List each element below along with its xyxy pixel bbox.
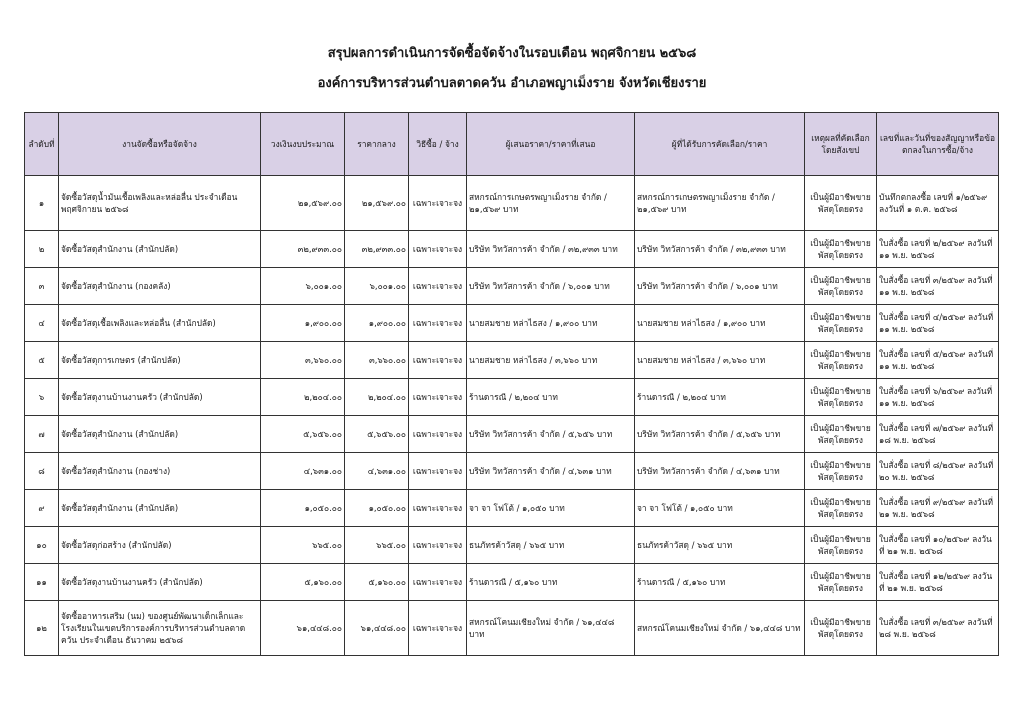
row-method: เฉพาะเจาะจง — [409, 490, 467, 527]
row-item: จัดซื้อวัสดุงานบ้านงานครัว (สำนักปลัด) — [59, 379, 261, 416]
row-item: จัดซื้อวัสดุสำนักงาน (สำนักปลัด) — [59, 490, 261, 527]
row-contract: ใบสั่งซื้อ เลขที่ ๑๒/๒๕๖๙ ลงวันที่ ๒๑ พ.ย. ๒๕๖๘ — [877, 564, 999, 601]
row-budget: ๓๒,๙๓๓.๐๐ — [261, 231, 345, 268]
row-bidder: บริษัท วิทวัสการค้า จำกัด / ๖,๐๐๑ บาท — [467, 268, 635, 305]
row-reason: เป็นผู้มีอาชีพขายพัสดุโดยตรง — [805, 416, 877, 453]
row-selected: นายสมชาย หล่าไธสง / ๑,๙๐๐ บาท — [635, 305, 805, 342]
row-bidder: นายสมชาย หล่าไธสง / ๓,๖๖๐ บาท — [467, 342, 635, 379]
row-reason: เป็นผู้มีอาชีพขายพัสดุโดยตรง — [805, 490, 877, 527]
row-selected: สหกรณ์การเกษตรพญาเม็งราย จำกัด / ๒๑,๕๖๙ บาท — [635, 176, 805, 231]
row-method: เฉพาะเจาะจง — [409, 342, 467, 379]
document-title: สรุปผลการดำเนินการจัดซื้อจัดจ้างในรอบเดือน พฤศจิกายน ๒๕๖๘ — [327, 46, 697, 61]
table-row — [25, 490, 999, 527]
row-selected: สหกรณ์โคนมเชียงใหม่ จำกัด / ๖๑,๔๔๘ บาท — [635, 601, 805, 656]
row-no: ๘ — [25, 453, 59, 490]
row-reason: เป็นผู้มีอาชีพขายพัสดุโดยตรง — [805, 231, 877, 268]
row-bidder: ธนภัทรค้าวัสดุ / ๖๖๕ บาท — [467, 527, 635, 564]
header-budget: วงเงินงบประมาณ — [261, 113, 345, 176]
row-no: ๙ — [25, 490, 59, 527]
row-selected: นายสมชาย หล่าไธสง / ๓,๖๖๐ บาท — [635, 342, 805, 379]
row-contract: ใบสั่งซื้อ เลขที่ ๘/๒๕๖๙ ลงวันที่ ๒๐ พ.ย. ๒๕๖๘ — [877, 453, 999, 490]
table-row — [25, 453, 999, 490]
table-row — [25, 527, 999, 564]
row-selected: ธนภัทรค้าวัสดุ / ๖๖๕ บาท — [635, 527, 805, 564]
row-budget: ๑,๐๕๐.๐๐ — [261, 490, 345, 527]
row-bidder: จา จา โฟโต้ / ๑,๐๕๐ บาท — [467, 490, 635, 527]
row-no: ๗ — [25, 416, 59, 453]
row-bidder: บริษัท วิทวัสการค้า จำกัด / ๕,๖๕๖ บาท — [467, 416, 635, 453]
row-method: เฉพาะเจาะจง — [409, 231, 467, 268]
row-reason: เป็นผู้มีอาชีพขายพัสดุโดยตรง — [805, 305, 877, 342]
row-contract: ใบสั่งซื้อ เลขที่ ๙/๒๕๖๙ ลงวันที่ ๒๑ พ.ย. ๒๕๖๘ — [877, 490, 999, 527]
row-budget: ๖๑,๔๔๘.๐๐ — [261, 601, 345, 656]
procurement-summary-table — [24, 112, 999, 656]
row-selected: ร้านดารณี / ๕,๑๖๐ บาท — [635, 564, 805, 601]
table-row — [25, 601, 999, 656]
row-median-price: ๔,๖๓๑.๐๐ — [345, 453, 409, 490]
row-reason: เป็นผู้มีอาชีพขายพัสดุโดยตรง — [805, 453, 877, 490]
row-method: เฉพาะเจาะจง — [409, 416, 467, 453]
row-contract: ใบสั่งซื้อ เลขที่ ๕/๒๕๖๙ ลงวันที่ ๑๑ พ.ย. ๒๕๖๘ — [877, 342, 999, 379]
header-bidder: ผู้เสนอราคา/ราคาที่เสนอ — [467, 113, 635, 176]
row-no: ๑๒ — [25, 601, 59, 656]
row-budget: ๓,๖๖๐.๐๐ — [261, 342, 345, 379]
table-row — [25, 231, 999, 268]
row-item: จัดซื้อวัสดุเชื้อเพลิงและหล่อลื่น (สำนักปลัด) — [59, 305, 261, 342]
table-row — [25, 305, 999, 342]
table-row — [25, 416, 999, 453]
header-no: ลำดับที่ — [25, 113, 59, 176]
header-reason: เหตุผลที่คัดเลือกโดยสังเขป — [805, 113, 877, 176]
row-bidder: ร้านดารณี / ๒,๒๐๔ บาท — [467, 379, 635, 416]
row-budget: ๕,๑๖๐.๐๐ — [261, 564, 345, 601]
row-reason: เป็นผู้มีอาชีพขายพัสดุโดยตรง — [805, 342, 877, 379]
row-reason: เป็นผู้มีอาชีพขายพัสดุโดยตรง — [805, 601, 877, 656]
row-budget: ๕,๖๕๖.๐๐ — [261, 416, 345, 453]
row-method: เฉพาะเจาะจง — [409, 564, 467, 601]
row-reason: เป็นผู้มีอาชีพขายพัสดุโดยตรง — [805, 268, 877, 305]
row-budget: ๑,๙๐๐.๐๐ — [261, 305, 345, 342]
row-no: ๖ — [25, 379, 59, 416]
row-method: เฉพาะเจาะจง — [409, 305, 467, 342]
header-item: งานจัดซื้อหรือจัดจ้าง — [59, 113, 261, 176]
row-median-price: ๖,๐๐๑.๐๐ — [345, 268, 409, 305]
row-contract: ใบสั่งซื้อ เลขที่ ๓/๒๕๖๙ ลงวันที่ ๒๘ พ.ย. ๒๕๖๘ — [877, 601, 999, 656]
row-reason: เป็นผู้มีอาชีพขายพัสดุโดยตรง — [805, 527, 877, 564]
row-median-price: ๒๑,๕๖๙.๐๐ — [345, 176, 409, 231]
row-budget: ๒,๒๐๔.๐๐ — [261, 379, 345, 416]
row-method: เฉพาะเจาะจง — [409, 176, 467, 231]
row-median-price: ๖๖๕.๐๐ — [345, 527, 409, 564]
row-method: เฉพาะเจาะจง — [409, 601, 467, 656]
table-header-row — [25, 113, 999, 176]
row-reason: เป็นผู้มีอาชีพขายพัสดุโดยตรง — [805, 379, 877, 416]
row-bidder: ร้านดารณี / ๕,๑๖๐ บาท — [467, 564, 635, 601]
row-bidder: สหกรณ์การเกษตรพญาเม็งราย จำกัด / ๒๑,๕๖๙ บาท — [467, 176, 635, 231]
row-median-price: ๑,๙๐๐.๐๐ — [345, 305, 409, 342]
row-item: จัดซื้อวัสดุสำนักงาน (สำนักปลัด) — [59, 231, 261, 268]
row-contract: ใบสั่งซื้อ เลขที่ ๒/๒๕๖๙ ลงวันที่ ๑๑ พ.ย. ๒๕๖๘ — [877, 231, 999, 268]
row-no: ๕ — [25, 342, 59, 379]
row-budget: ๔,๖๓๑.๐๐ — [261, 453, 345, 490]
row-contract: ใบสั่งซื้อ เลขที่ ๔/๒๕๖๙ ลงวันที่ ๑๑ พ.ย. ๒๕๖๘ — [877, 305, 999, 342]
header-method: วิธีซื้อ / จ้าง — [409, 113, 467, 176]
row-bidder: สหกรณ์โคนมเชียงใหม่ จำกัด / ๖๑,๔๔๘ บาท — [467, 601, 635, 656]
row-item: จัดซื้อวัสดุการเกษตร (สำนักปลัด) — [59, 342, 261, 379]
row-selected: บริษัท วิทวัสการค้า จำกัด / ๕,๖๕๖ บาท — [635, 416, 805, 453]
row-no: ๓ — [25, 268, 59, 305]
row-no: ๑๐ — [25, 527, 59, 564]
row-budget: ๖๖๕.๐๐ — [261, 527, 345, 564]
row-median-price: ๕,๖๕๖.๐๐ — [345, 416, 409, 453]
row-median-price: ๓๒,๙๓๓.๐๐ — [345, 231, 409, 268]
row-contract: บันทึกตกลงซื้อ เลขที่ ๑/๒๕๖๙ ลงวันที่ ๑ ต.ค. ๒๕๖๘ — [877, 176, 999, 231]
row-budget: ๖,๐๐๑.๐๐ — [261, 268, 345, 305]
row-median-price: ๕,๑๖๐.๐๐ — [345, 564, 409, 601]
row-median-price: ๖๑,๔๔๘.๐๐ — [345, 601, 409, 656]
row-bidder: บริษัท วิทวัสการค้า จำกัด / ๓๒,๙๓๓ บาท — [467, 231, 635, 268]
row-median-price: ๑,๐๕๐.๐๐ — [345, 490, 409, 527]
document-subtitle: องค์การบริหารส่วนตำบลตาดควัน อำเภอพญาเม็งราย จังหวัดเชียงราย — [317, 76, 707, 91]
row-median-price: ๒,๒๐๔.๐๐ — [345, 379, 409, 416]
header-median-price: ราคากลาง — [345, 113, 409, 176]
row-item: จัดซื้อวัสดุสำนักงาน (กองช่าง) — [59, 453, 261, 490]
row-item: จัดซื้ออาหารเสริม (นม) ของศูนย์พัฒนาเด็กเล็กและโรงเรียนในเขตบริการองค์การบริหารส่วนตำบลตาดควัน ประจำเดือน ธันวาคม ๒๕๖๘ — [59, 601, 261, 656]
table-row — [25, 379, 999, 416]
table-row — [25, 268, 999, 305]
table-row — [25, 564, 999, 601]
row-selected: บริษัท วิทวัสการค้า จำกัด / ๓๒,๙๓๓ บาท — [635, 231, 805, 268]
row-method: เฉพาะเจาะจง — [409, 268, 467, 305]
row-no: ๑ — [25, 176, 59, 231]
row-method: เฉพาะเจาะจง — [409, 527, 467, 564]
row-contract: ใบสั่งซื้อ เลขที่ ๖/๒๕๖๙ ลงวันที่ ๑๑ พ.ย. ๒๕๖๘ — [877, 379, 999, 416]
row-item: จัดซื้อวัสดุก่อสร้าง (สำนักปลัด) — [59, 527, 261, 564]
row-selected: ร้านดารณี / ๒,๒๐๔ บาท — [635, 379, 805, 416]
row-budget: ๒๑,๕๖๙.๐๐ — [261, 176, 345, 231]
row-no: ๑๑ — [25, 564, 59, 601]
row-reason: เป็นผู้มีอาชีพขายพัสดุโดยตรง — [805, 564, 877, 601]
row-method: เฉพาะเจาะจง — [409, 379, 467, 416]
row-contract: ใบสั่งซื้อ เลขที่ ๑๐/๒๕๖๙ ลงวันที่ ๒๑ พ.ย. ๒๕๖๘ — [877, 527, 999, 564]
table-row — [25, 176, 999, 231]
row-selected: จา จา โฟโต้ / ๑,๐๕๐ บาท — [635, 490, 805, 527]
row-item: จัดซื้อวัสดุงานบ้านงานครัว (สำนักปลัด) — [59, 564, 261, 601]
row-contract: ใบสั่งซื้อ เลขที่ ๗/๒๕๖๙ ลงวันที่ ๑๘ พ.ย. ๒๕๖๘ — [877, 416, 999, 453]
row-item: จัดซื้อวัสดุน้ำมันเชื้อเพลิงและหล่อลื่น ประจำเดือน พฤศจิกายน ๒๕๖๘ — [59, 176, 261, 231]
header-contract: เลขที่และวันที่ของสัญญาหรือข้อตกลงในการซื้อ/จ้าง — [877, 113, 999, 176]
row-selected: บริษัท วิทวัสการค้า จำกัด / ๖,๐๐๑ บาท — [635, 268, 805, 305]
row-bidder: นายสมชาย หล่าไธสง / ๑,๙๐๐ บาท — [467, 305, 635, 342]
row-no: ๔ — [25, 305, 59, 342]
row-bidder: บริษัท วิทวัสการค้า จำกัด / ๔,๖๓๑ บาท — [467, 453, 635, 490]
row-contract: ใบสั่งซื้อ เลขที่ ๓/๒๕๖๙ ลงวันที่ ๑๑ พ.ย. ๒๕๖๘ — [877, 268, 999, 305]
header-selected: ผู้ที่ได้รับการคัดเลือก/ราคา — [635, 113, 805, 176]
row-reason: เป็นผู้มีอาชีพขายพัสดุโดยตรง — [805, 176, 877, 231]
row-item: จัดซื้อวัสดุสำนักงาน (สำนักปลัด) — [59, 416, 261, 453]
row-method: เฉพาะเจาะจง — [409, 453, 467, 490]
row-median-price: ๓,๖๖๐.๐๐ — [345, 342, 409, 379]
table-row — [25, 342, 999, 379]
row-item: จัดซื้อวัสดุสำนักงาน (กองคลัง) — [59, 268, 261, 305]
row-selected: บริษัท วิทวัสการค้า จำกัด / ๔,๖๓๑ บาท — [635, 453, 805, 490]
row-no: ๒ — [25, 231, 59, 268]
